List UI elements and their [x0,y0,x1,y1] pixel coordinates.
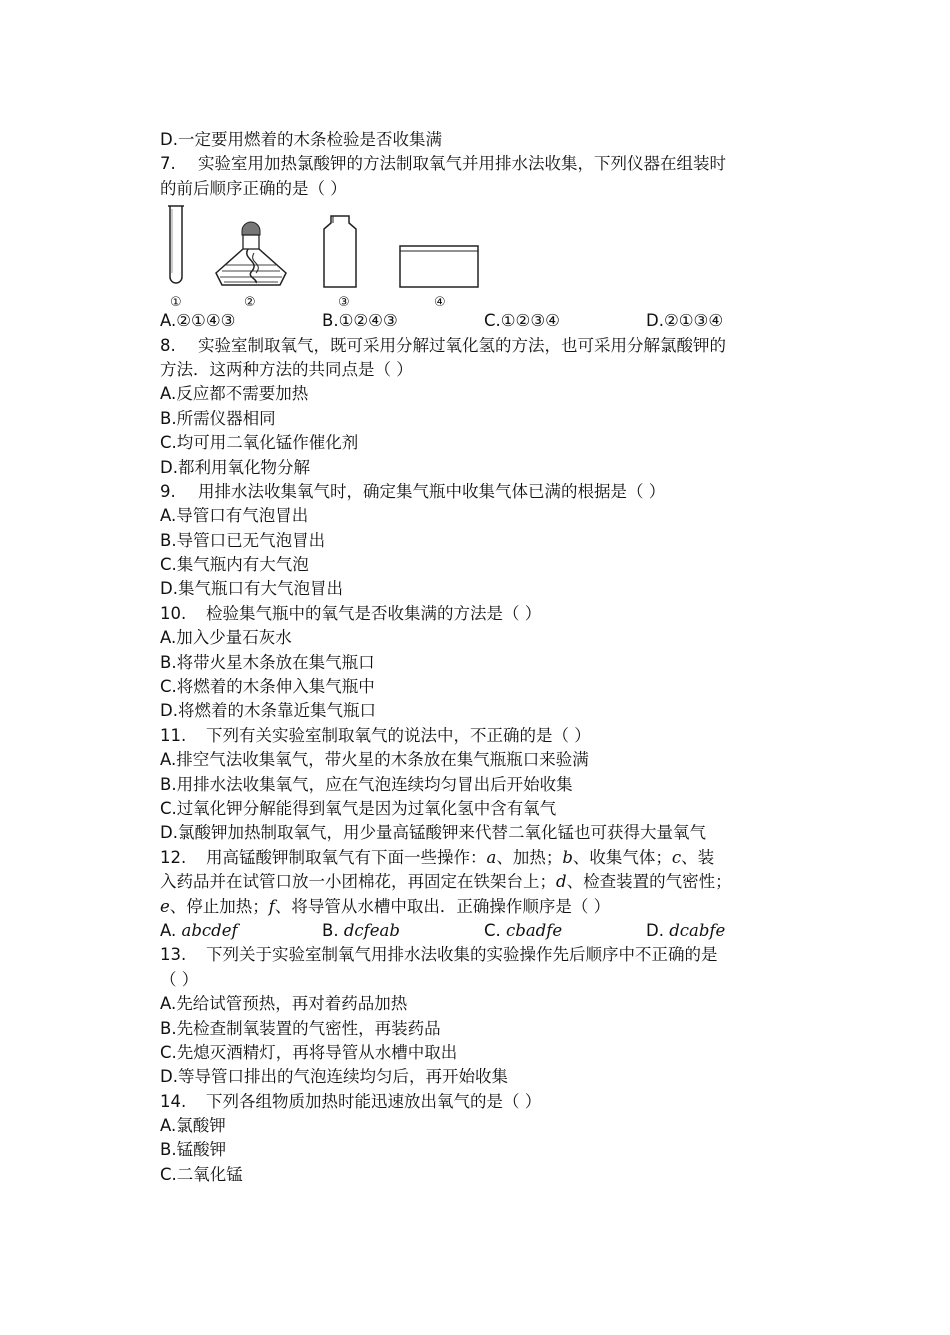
q12-var-e: e [160,896,170,916]
q8-stem-line2: 方法．这两种方法的共同点是（ ） [160,359,413,379]
q13-option-c[interactable]: C.先熄灭酒精灯，再将导管从水槽中取出 [160,1042,458,1062]
q13-stem-line2: （ ） [160,969,199,989]
q7-option-a[interactable]: A.②①④③ [160,311,236,331]
alcohol-lamp-icon [212,213,290,293]
q14-stem-text: 下列各组物质加热时能迅速放出氧气的是（ ） [206,1091,542,1111]
q10-option-c[interactable]: C.将燃着的木条伸入集气瓶中 [160,677,375,697]
q10-number: 10. [160,603,187,623]
q8-stem-line1 [160,334,810,358]
q12-option-c[interactable] [484,919,646,943]
q12-stem-line2 [160,870,810,894]
q13-stem-text: 下列关于实验室制氧气用排水法收集的实验操作先后顺序中不正确的是 [206,945,718,965]
q13-stem-line1 [160,943,810,967]
q13-option-b[interactable]: B.先检查制氧装置的气密性，再装药品 [160,1018,441,1038]
q11-option-c[interactable]: C.过氧化钾分解能得到氧气是因为过氧化氢中含有氧气 [160,798,557,818]
q9-option-b[interactable]: B.导管口已无气泡冒出 [160,530,326,550]
q7-number: 7. [160,154,176,174]
q8-number: 8. [160,335,176,355]
q7-option-d[interactable]: D.②①③④ [646,311,724,331]
q13-number: 13. [160,945,187,965]
q12-number: 12. [160,847,187,867]
option-prefix: A. [160,920,177,940]
q12-var-f: f [268,896,275,916]
q10-option-a[interactable]: A.加入少量石灰水 [160,628,292,648]
q13-option-d[interactable]: D.等导管口排出的气泡连续均匀后，再开始收集 [160,1067,508,1087]
question-list [160,128,810,1187]
q12-var-b: b [562,847,573,867]
option-value: dcfeab [343,920,400,940]
q12-option-a[interactable] [160,919,322,943]
q12-text: 、将导管从水槽中取出．正确操作顺序是（ ） [274,896,611,916]
q14-number: 14. [160,1091,187,1111]
q9-option-d[interactable]: D.集气瓶口有大气泡冒出 [160,579,343,599]
option-value: cbadfe [506,920,563,940]
q6-option-d: D.一定要用燃着的木条检验是否收集满 [160,130,442,149]
q12-text: 用高锰酸钾制取氧气有下面一些操作： [206,847,487,867]
q8-stem-text: 实验室制取氧气，既可采用分解过氧化氢的方法，也可采用分解氯酸钾的 [198,335,726,355]
q8-option-b[interactable]: B.所需仪器相同 [160,408,276,428]
q7-options [160,309,810,333]
q9-number: 9. [160,481,176,501]
q8-option-c[interactable]: C.均可用二氧化锰作催化剂 [160,433,359,453]
q9-option-c[interactable]: C.集气瓶内有大气泡 [160,555,309,575]
q10-stem-text: 检验集气瓶中的氧气是否收集满的方法是（ ） [206,603,542,623]
q13-option-a[interactable]: A.先给试管预热，再对着药品加热 [160,994,408,1014]
q10-stem [160,602,810,626]
option-prefix: C. [484,920,501,940]
q12-text: 、加热； [496,847,563,867]
q11-stem-text: 下列有关实验室制取氧气的说法中，不正确的是（ ） [206,725,591,745]
q7-stem-line2: 的前后顺序正确的是（ ） [160,178,347,198]
q12-option-b[interactable] [322,919,484,943]
option-value: abcdef [181,920,238,940]
q11-option-b[interactable]: B.用排水法收集氧气，应在气泡连续均匀冒出后开始收集 [160,774,573,794]
q14-option-b[interactable]: B.锰酸钾 [160,1140,227,1160]
q8-option-d[interactable]: D.都利用氧化物分解 [160,457,310,477]
q7-option-c[interactable]: C.①②③④ [484,311,560,331]
q12-text: 、装 [681,847,715,867]
option-value: dcabfe [669,920,726,940]
water-trough-icon [398,245,480,289]
q11-option-d[interactable]: D.氯酸钾加热制取氧气，用少量高锰酸钾来代替二氧化锰也可获得大量氧气 [160,823,706,843]
q12-text: 、收集气体； [572,847,672,867]
q11-stem [160,724,810,748]
q11-number: 11. [160,725,187,745]
q7-figure-label-3: ③ [338,295,350,311]
q14-option-a[interactable]: A.氯酸钾 [160,1116,226,1136]
option-prefix: D. [646,920,664,940]
q12-var-c: c [671,847,682,867]
q12-options [160,919,810,943]
q7-figure-label-2: ② [244,295,256,311]
q9-option-a[interactable]: A.导管口有气泡冒出 [160,506,309,526]
q12-stem-line1 [160,846,810,870]
q8-option-a[interactable]: A.反应都不需要加热 [160,384,309,404]
q12-text: 、停止加热； [169,896,269,916]
q7-figure-label-1: ① [170,295,182,311]
q7-stem-line1 [160,152,810,176]
q10-option-d[interactable]: D.将燃着的木条靠近集气瓶口 [160,701,376,721]
q12-var-d: d [556,872,567,892]
q14-option-c[interactable]: C.二氧化锰 [160,1164,243,1184]
test-tube-icon [166,205,186,289]
q14-stem [160,1090,810,1114]
q12-var-a: a [486,847,497,867]
q7-figure-label-4: ④ [434,295,446,311]
q10-option-b[interactable]: B.将带火星木条放在集气瓶口 [160,652,375,672]
q12-text: 、检查装置的气密性； [566,872,732,892]
gas-collecting-bottle-icon [321,215,361,289]
option-prefix: B. [322,920,339,940]
q12-text: 入药品并在试管口放一小团棉花，再固定在铁架台上； [160,872,556,892]
q9-stem [160,480,810,504]
q12-option-d[interactable] [646,919,808,943]
q7-option-b[interactable]: B.①②④③ [322,311,398,331]
q7-stem-text: 实验室用加热氯酸钾的方法制取氧气并用排水法收集，下列仪器在组装时 [198,154,726,174]
q12-stem-line3 [160,895,810,919]
q11-option-a[interactable]: A.排空气法收集氧气，带火星的木条放在集气瓶瓶口来验满 [160,750,589,770]
q9-stem-text: 用排水法收集氧气时，确定集气瓶中收集气体已满的根据是（ ） [198,481,666,501]
q7-apparatus-figure [160,201,810,309]
